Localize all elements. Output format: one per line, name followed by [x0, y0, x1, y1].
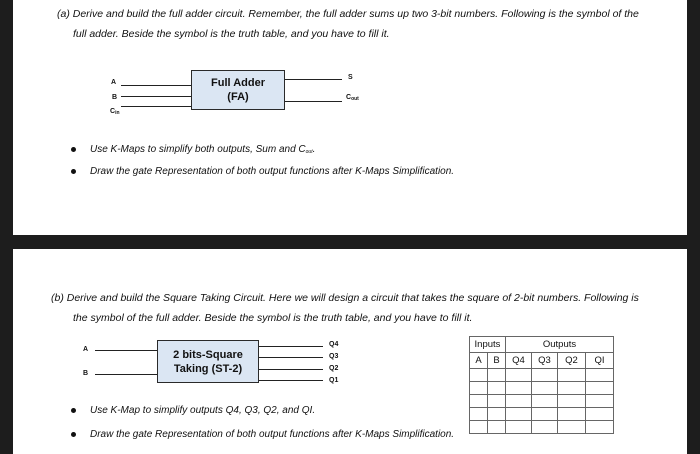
input-b-label: B — [83, 370, 89, 377]
input-a-label: A — [111, 79, 117, 86]
output-cout-label: $C_{out}$ — [346, 94, 359, 102]
col-b: B — [488, 353, 506, 369]
wire-a — [95, 350, 157, 351]
square-taking-subtitle: Taking (ST-2) — [173, 363, 243, 375]
wire-q1 — [259, 380, 323, 381]
output-q1-label: Q1 — [329, 377, 339, 384]
input-a-label: A — [83, 346, 89, 353]
output-q2-label: Q2 — [329, 365, 339, 372]
output-q3-label: Q3 — [329, 353, 339, 360]
col-q1: QI — [586, 353, 614, 369]
bullet-dot — [71, 408, 76, 413]
output-q4-label: Q4 — [329, 341, 339, 348]
col-q4: Q4 — [506, 353, 532, 369]
inputs-header: Inputs — [470, 337, 506, 353]
col-a: A — [470, 353, 488, 369]
column-header-row — [470, 353, 614, 369]
col-q3: Q3 — [532, 353, 558, 369]
part-b-question — [51, 288, 677, 328]
full-adder-subtitle: (FA) — [227, 91, 249, 103]
bullet-dot — [71, 169, 76, 174]
full-adder-block — [191, 70, 285, 110]
part-b-panel — [13, 249, 687, 454]
part-b-question-line2: the symbol of the full adder. Beside the symbol is the truth table, and you have to fill it. — [73, 312, 473, 324]
wire-b — [95, 374, 157, 375]
bullet-dot — [71, 432, 76, 437]
wire-b — [121, 96, 191, 97]
square-taking-title: 2 bits-Square — [173, 349, 243, 361]
bullet-dot — [71, 147, 76, 152]
col-q2: Q2 — [558, 353, 586, 369]
table-row — [470, 369, 614, 382]
input-b-label: B — [112, 94, 118, 101]
part-b-question-line1: (b) Derive and build the Square Taking Circuit. Here we will design a circuit that takes the square of 2-bit numbers. Following is — [51, 292, 639, 304]
table-row — [470, 382, 614, 395]
table-row — [470, 421, 614, 434]
wire-cout — [285, 101, 342, 102]
part-b-bullet-kmap: Use K-Map to simplify outputs Q4, Q3, Q2, and QI. — [71, 405, 315, 416]
part-a-question — [57, 4, 677, 44]
wire-cin — [121, 106, 191, 107]
wire-s — [285, 79, 342, 80]
part-b-bullet-gate: Draw the gate Representation of both output functions after K-Maps Simplification. — [71, 429, 454, 440]
outputs-header: Outputs — [506, 337, 614, 353]
wire-a — [121, 85, 191, 86]
part-a-bullet-kmap: Use K-Maps to simplify both outputs, Sum and $C_{out}$. — [71, 144, 315, 155]
part-a-question-line1: (a) Derive and build the full adder circuit. Remember, the full adder sums up two 3-bit numbers. Following is the symbol of the — [57, 8, 639, 20]
part-a-panel — [13, 0, 687, 235]
output-s-label: S — [348, 74, 353, 81]
part-a-question-line2: full adder. Beside the symbol is the truth table, and you have to fill it. — [73, 28, 390, 40]
full-adder-title: Full Adder — [211, 77, 265, 89]
table-row — [470, 408, 614, 421]
wire-q2 — [259, 369, 323, 370]
part-a-bullet-gate: Draw the gate Representation of both output functions after K-Maps Simplification. — [71, 166, 454, 177]
wire-q3 — [259, 357, 323, 358]
table-row — [470, 395, 614, 408]
wire-q4 — [259, 346, 323, 347]
truth-table — [469, 336, 614, 434]
square-taking-block — [157, 340, 259, 383]
input-cin-label: $C_{in}$ — [110, 108, 120, 116]
